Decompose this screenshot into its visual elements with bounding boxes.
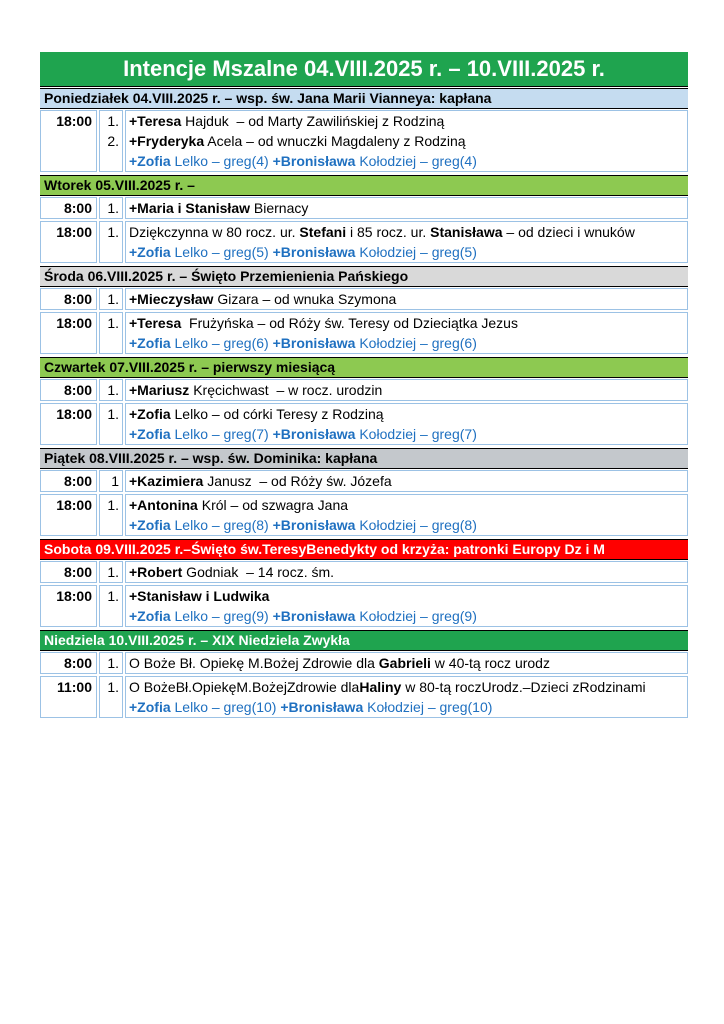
intention-text: +Robert: [129, 564, 183, 580]
mass-row: [40, 470, 688, 492]
ordinal-number: 1.: [107, 655, 119, 671]
intention-line: [126, 697, 687, 717]
intention-line: [126, 404, 687, 424]
intention-line: [126, 222, 687, 242]
mass-row: [40, 652, 688, 674]
mass-row: [40, 288, 688, 310]
intention-line: [126, 242, 687, 262]
intention-line: [126, 495, 687, 515]
gregorian-mass-text: Kołodziej – greg(6): [355, 335, 477, 351]
ordinal-cell: [99, 652, 123, 674]
time-cell: 8:00: [40, 561, 97, 583]
gregorian-mass-text: Kołodziej – greg(4): [355, 153, 477, 169]
intention-cell: [125, 585, 688, 627]
ordinal-number: [100, 515, 122, 535]
ordinal-number: [100, 697, 122, 717]
mass-row: [40, 494, 688, 536]
ordinal-number: 1.: [107, 497, 119, 513]
intention-cell: [125, 494, 688, 536]
ordinal-number: 1.: [107, 291, 119, 307]
ordinal-number: 1.: [107, 406, 119, 422]
mass-row: [40, 561, 688, 583]
day-header: Niedziela 10.VIII.2025 r. – XIX Niedziela Zwykła: [40, 630, 688, 651]
gregorian-mass-text: Lelko – greg(10): [170, 699, 281, 715]
intention-text: w 80-tą roczUrodz.–Dzieci zRodzinami: [401, 679, 646, 695]
intention-cell: [125, 110, 688, 172]
intention-line: [126, 313, 687, 333]
ordinal-number: [100, 333, 122, 353]
mass-row: [40, 676, 688, 718]
gregorian-mass-text: +Zofia: [129, 517, 171, 533]
intention-line: [126, 424, 687, 444]
day-header: Czwartek 07.VIII.2025 r. – pierwszy miesiącą: [40, 357, 688, 378]
intention-text: Janusz – od Róży św. Józefa: [203, 473, 392, 489]
time-cell: 18:00: [40, 494, 97, 536]
intention-text: Stanisława: [430, 224, 503, 240]
intention-text: Biernacy: [250, 200, 309, 216]
intention-line: [126, 289, 687, 309]
gregorian-mass-text: Kołodziej – greg(5): [355, 244, 477, 260]
intention-line: [126, 562, 687, 582]
time-cell: 18:00: [40, 312, 97, 354]
gregorian-mass-text: +Bronisława: [272, 608, 356, 624]
ordinal-cell: [99, 288, 123, 310]
ordinal-cell: [99, 379, 123, 401]
intention-line: [126, 111, 687, 131]
ordinal-cell: [99, 110, 123, 172]
intention-text: – od dzieci i wnuków: [502, 224, 635, 240]
time-cell: 18:00: [40, 403, 97, 445]
gregorian-mass-text: Lelko – greg(5): [170, 244, 273, 260]
gregorian-mass-text: Lelko – greg(7): [170, 426, 273, 442]
gregorian-mass-text: +Zofia: [129, 608, 171, 624]
mass-row: [40, 585, 688, 627]
time-cell: 18:00: [40, 110, 97, 172]
intention-cell: [125, 652, 688, 674]
mass-row: [40, 110, 688, 172]
ordinal-number: [100, 424, 122, 444]
mass-row: [40, 221, 688, 263]
day-header: Wtorek 05.VIII.2025 r. –: [40, 175, 688, 196]
ordinal-number: 1.: [107, 564, 119, 580]
gregorian-mass-text: Kołodziej – greg(8): [355, 517, 477, 533]
intention-text: Lelko – od córki Teresy z Rodziną: [170, 406, 384, 422]
intention-text: Acela – od wnuczki Magdaleny z Rodziną: [204, 133, 466, 149]
intention-cell: [125, 403, 688, 445]
intention-line: [126, 515, 687, 535]
intention-text: +Teresa: [129, 113, 182, 129]
ordinal-number: [100, 242, 122, 262]
intention-cell: [125, 561, 688, 583]
gregorian-mass-text: Lelko – greg(9): [170, 608, 273, 624]
intention-cell: [125, 221, 688, 263]
time-cell: 8:00: [40, 288, 97, 310]
ordinal-cell: [99, 312, 123, 354]
intention-text: Kręcichwast – w rocz. urodzin: [189, 382, 383, 398]
intention-line: [126, 606, 687, 626]
intention-text: +Mariusz: [129, 382, 190, 398]
gregorian-mass-text: +Zofia: [129, 153, 171, 169]
ordinal-cell: [99, 561, 123, 583]
gregorian-mass-text: +Zofia: [129, 699, 171, 715]
ordinal-number: 1.: [107, 382, 119, 398]
time-cell: 18:00: [40, 585, 97, 627]
intention-cell: [125, 312, 688, 354]
day-header: Sobota 09.VIII.2025 r.–Święto św.TeresyBenedykty od krzyża: patronki Europy Dz i M: [40, 539, 688, 560]
table-body: [40, 87, 688, 720]
day-header: Środa 06.VIII.2025 r. – Święto Przemienienia Pańskiego: [40, 266, 688, 287]
ordinal-number: 1: [111, 473, 119, 489]
intention-line: [126, 198, 687, 218]
gregorian-mass-text: +Zofia: [129, 426, 171, 442]
intention-text: +Stanisław i Ludwika: [129, 588, 270, 604]
time-cell: 8:00: [40, 470, 97, 492]
time-cell: 18:00: [40, 221, 97, 263]
intention-line: [126, 380, 687, 400]
gregorian-mass-text: +Zofia: [129, 335, 171, 351]
day-header: Poniedziałek 04.VIII.2025 r. – wsp. św. Jana Marii Vianneya: kapłana: [40, 88, 688, 109]
intention-text: Gabrieli: [378, 655, 431, 671]
intention-text: +Kazimiera: [129, 473, 204, 489]
mass-row: [40, 312, 688, 354]
intention-cell: [125, 197, 688, 219]
intention-line: [126, 677, 687, 697]
document-title: Intencje Mszalne 04.VIII.2025 r. – 10.VIII.2025 r.: [40, 52, 688, 87]
ordinal-number: 1.: [107, 679, 119, 695]
intention-cell: [125, 470, 688, 492]
intention-text: Frużyńska – od Róży św. Teresy od Dzieciątka Jezus: [181, 315, 518, 331]
ordinal-number: 1.: [107, 588, 119, 604]
intention-text: +Mieczysław: [129, 291, 214, 307]
intention-cell: [125, 676, 688, 718]
gregorian-mass-text: +Bronisława: [272, 153, 356, 169]
intention-line: [126, 131, 687, 151]
gregorian-mass-text: Kołodziej – greg(7): [355, 426, 477, 442]
gregorian-mass-text: +Bronisława: [280, 699, 364, 715]
gregorian-mass-text: +Bronisława: [272, 426, 356, 442]
intention-text: +Maria i Stanisław: [129, 200, 250, 216]
intention-line: [126, 586, 687, 606]
time-cell: 8:00: [40, 197, 97, 219]
ordinal-number: 1.: [107, 200, 119, 216]
gregorian-mass-text: +Bronisława: [272, 335, 356, 351]
ordinal-cell: [99, 494, 123, 536]
intention-text: +Teresa: [129, 315, 182, 331]
ordinal-number: 2.: [107, 133, 119, 149]
intention-text: Gizara – od wnuka Szymona: [213, 291, 397, 307]
ordinal-number: [100, 606, 122, 626]
gregorian-mass-text: Lelko – greg(8): [170, 517, 273, 533]
intention-line: [126, 471, 687, 491]
ordinal-cell: [99, 197, 123, 219]
time-cell: 8:00: [40, 652, 97, 674]
intention-text: Hajduk – od Marty Zawilińskiej z Rodziną: [181, 113, 445, 129]
gregorian-mass-text: +Bronisława: [272, 517, 356, 533]
gregorian-mass-text: Lelko – greg(6): [170, 335, 273, 351]
intention-text: O BożeBł.OpiekęM.BożejZdrowie dla: [129, 679, 360, 695]
ordinal-cell: [99, 403, 123, 445]
gregorian-mass-text: Kołodziej – greg(10): [363, 699, 493, 715]
ordinal-number: 1.: [107, 113, 119, 129]
intention-text: Król – od szwagra Jana: [197, 497, 349, 513]
intention-cell: [125, 288, 688, 310]
ordinal-number: [100, 151, 122, 171]
intention-line: [126, 151, 687, 171]
ordinal-cell: [99, 585, 123, 627]
intention-text: +Antonina: [129, 497, 198, 513]
mass-row: [40, 197, 688, 219]
ordinal-number: 1.: [107, 315, 119, 331]
intention-text: Dziękczynna w 80 rocz. ur.: [129, 224, 300, 240]
gregorian-mass-text: +Zofia: [129, 244, 171, 260]
mass-intentions-table: [40, 52, 688, 720]
mass-row: [40, 379, 688, 401]
intention-text: i 85 rocz. ur.: [346, 224, 431, 240]
intention-text: O Boże Bł. Opiekę M.Bożej Zdrowie dla: [129, 655, 379, 671]
time-cell: 11:00: [40, 676, 97, 718]
intention-text: +Fryderyka: [129, 133, 205, 149]
ordinal-number: 1.: [107, 224, 119, 240]
ordinal-cell: [99, 221, 123, 263]
intention-line: [126, 653, 687, 673]
gregorian-mass-text: Lelko – greg(4): [170, 153, 273, 169]
intention-text: Godniak – 14 rocz. śm.: [182, 564, 335, 580]
intention-text: w 40-tą rocz urodz: [430, 655, 550, 671]
ordinal-cell: [99, 676, 123, 718]
day-header: Piątek 08.VIII.2025 r. – wsp. św. Dominika: kapłana: [40, 448, 688, 469]
intention-text: Haliny: [359, 679, 402, 695]
ordinal-cell: [99, 470, 123, 492]
intention-text: +Zofia: [129, 406, 171, 422]
intention-cell: [125, 379, 688, 401]
mass-row: [40, 403, 688, 445]
intention-line: [126, 333, 687, 353]
gregorian-mass-text: Kołodziej – greg(9): [355, 608, 477, 624]
intention-text: Stefani: [299, 224, 347, 240]
time-cell: 8:00: [40, 379, 97, 401]
gregorian-mass-text: +Bronisława: [272, 244, 356, 260]
